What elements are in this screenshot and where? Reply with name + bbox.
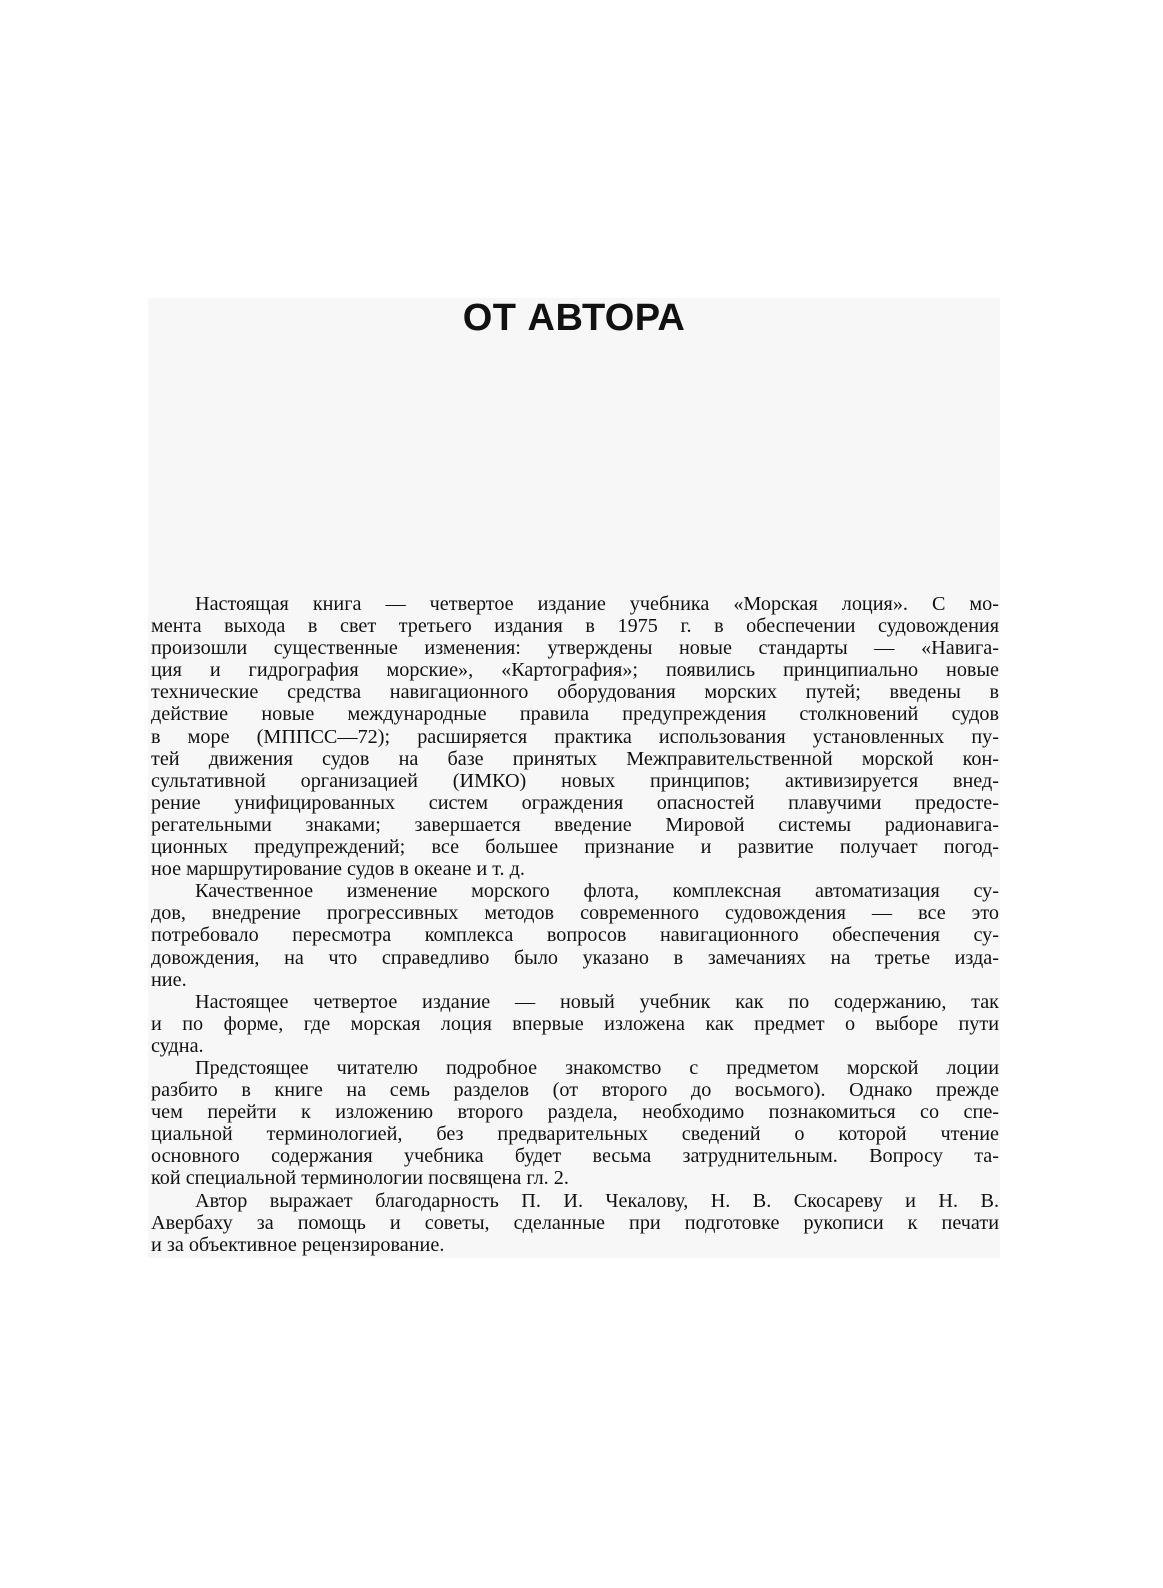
text-line: Авербаху за помощь и советы, сделанные при подготовке рукописи к печати [151,1211,999,1234]
text-line: Предстоящее читателю подробное знакомство с предметом морской лоции [195,1056,999,1079]
text-line: Настоящая книга — четвертое издание учебника «Морская лоция». С мо- [195,593,999,615]
text-line: чем перейти к изложению второго раздела, необходимо познакомиться со спе- [151,1101,999,1124]
text-line: и по форме, где морская лоция впервые изложена как предмет о выборе пути [151,1012,999,1035]
text-line: потребовало пересмотра комплекса вопросов навигационного обеспечения су- [151,924,999,947]
text-line: рение унифицированных систем ограждения опасностей плавучими предосте- [151,791,999,814]
text-line: регательными знаками; завершается введение Мировой системы радионавига- [151,813,999,836]
text-line: ние. [151,968,187,991]
text-line: разбито в книге на семь разделов (от второго до восьмого). Однако прежде [151,1079,999,1102]
text-line: в море (МППСС—72); расширяется практика использования установленных пу- [151,725,999,748]
text-line: технические средства навигационного оборудования морских путей; введены в [151,681,999,704]
page-title: ОТ АВТОРА [462,297,686,339]
text-line: мента выхода в свет третьего издания в 1975 г. в обеспечении судовождения [151,615,999,638]
text-line: кой специальной терминологии посвящена гл. 2. [151,1167,569,1190]
text-line: циальной терминологией, без предварительных сведений о которой чтение [151,1123,999,1146]
text-line: произошли существенные изменения: утверждены новые стандарты — «Навига- [151,637,999,660]
text-line: тей движения судов на базе принятых Межправительственной морской кон- [151,747,999,770]
text-line: Автор выражает благодарность П. И. Чекалову, Н. В. Скосареву и Н. В. [195,1189,999,1212]
text-line: дов, внедрение прогрессивных методов современного судовождения — все это [151,902,999,925]
text-line: действие новые международные правила предупреждения столкновений судов [151,703,999,726]
text-line: Настоящее четвертое издание — новый учебник как по содержанию, так [195,990,999,1013]
text-line: ция и гидрография морские», «Картография»; появились принципиально новые [151,659,999,682]
text-line: судна. [151,1034,204,1057]
text-line: и за объективное рецензирование. [151,1233,445,1256]
text-line: основного содержания учебника будет весьма затруднительным. Вопросу та- [151,1145,999,1168]
text-line: довождения, на что справедливо было указано в замечаниях на третье изда- [151,946,999,969]
text-line: ционных предупреждений; все большее признание и развитие получает погод- [151,836,999,859]
text-line: сультативной организацией (ИМКО) новых принципов; активизируется внед- [151,769,999,792]
body-text [151,593,999,1256]
text-line: ное маршрутирование судов в океане и т. д. [151,858,525,881]
text-line: Качественное изменение морского флота, комплексная автоматизация су- [195,880,999,903]
